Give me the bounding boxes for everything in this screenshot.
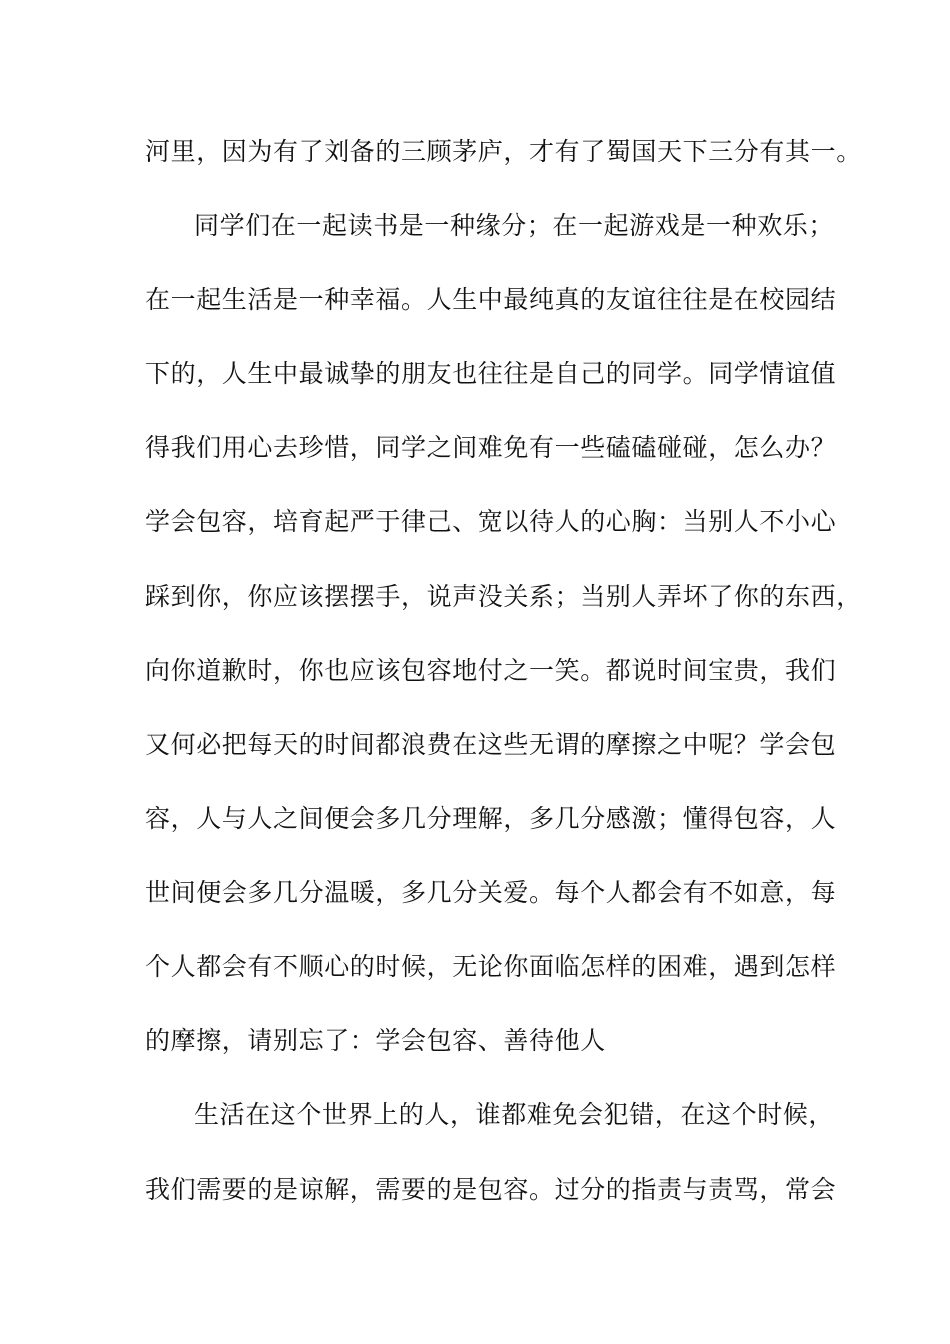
text-line-9: 又何必把每天的时间都浪费在这些无谓的摩擦之中呢？学会包 xyxy=(145,730,837,759)
text-line-3: 在一起生活是一种幸福。人生中最纯真的友谊往往是在校园结 xyxy=(145,285,837,314)
text-line-15: 我们需要的是谅解，需要的是包容。过分的指责与责骂，常会 xyxy=(145,1175,837,1204)
text-line-5: 得我们用心去珍惜，同学之间难免有一些磕磕碰碰，怎么办？ xyxy=(145,433,837,462)
text-line-11: 世间便会多几分温暖，多几分关爱。每个人都会有不如意，每 xyxy=(145,878,837,907)
text-line-8: 向你道歉时，你也应该包容地付之一笑。都说时间宝贵，我们 xyxy=(145,656,837,685)
text-line-6: 学会包容，培育起严于律己、宽以待人的心胸：当别人不小心 xyxy=(145,507,837,536)
text-line-1: 河里，因为有了刘备的三顾茅庐，才有了蜀国天下三分有其一。 xyxy=(145,137,862,166)
text-line-4: 下的，人生中最诚挚的朋友也往往是自己的同学。同学情谊值 xyxy=(145,359,837,388)
text-line-2: 同学们在一起读书是一种缘分；在一起游戏是一种欢乐； xyxy=(194,211,835,240)
text-line-10: 容，人与人之间便会多几分理解，多几分感激；懂得包容，人 xyxy=(145,804,837,833)
text-line-14: 生活在这个世界上的人，谁都难免会犯错，在这个时候， xyxy=(194,1100,835,1129)
text-line-13: 的摩擦，请别忘了：学会包容、善待他人 xyxy=(145,1026,606,1055)
text-line-12: 个人都会有不顺心的时候，无论你面临怎样的困难，遇到怎样 xyxy=(145,952,837,981)
text-line-7: 踩到你，你应该摆摆手，说声没关系；当别人弄坏了你的东西， xyxy=(145,582,862,611)
